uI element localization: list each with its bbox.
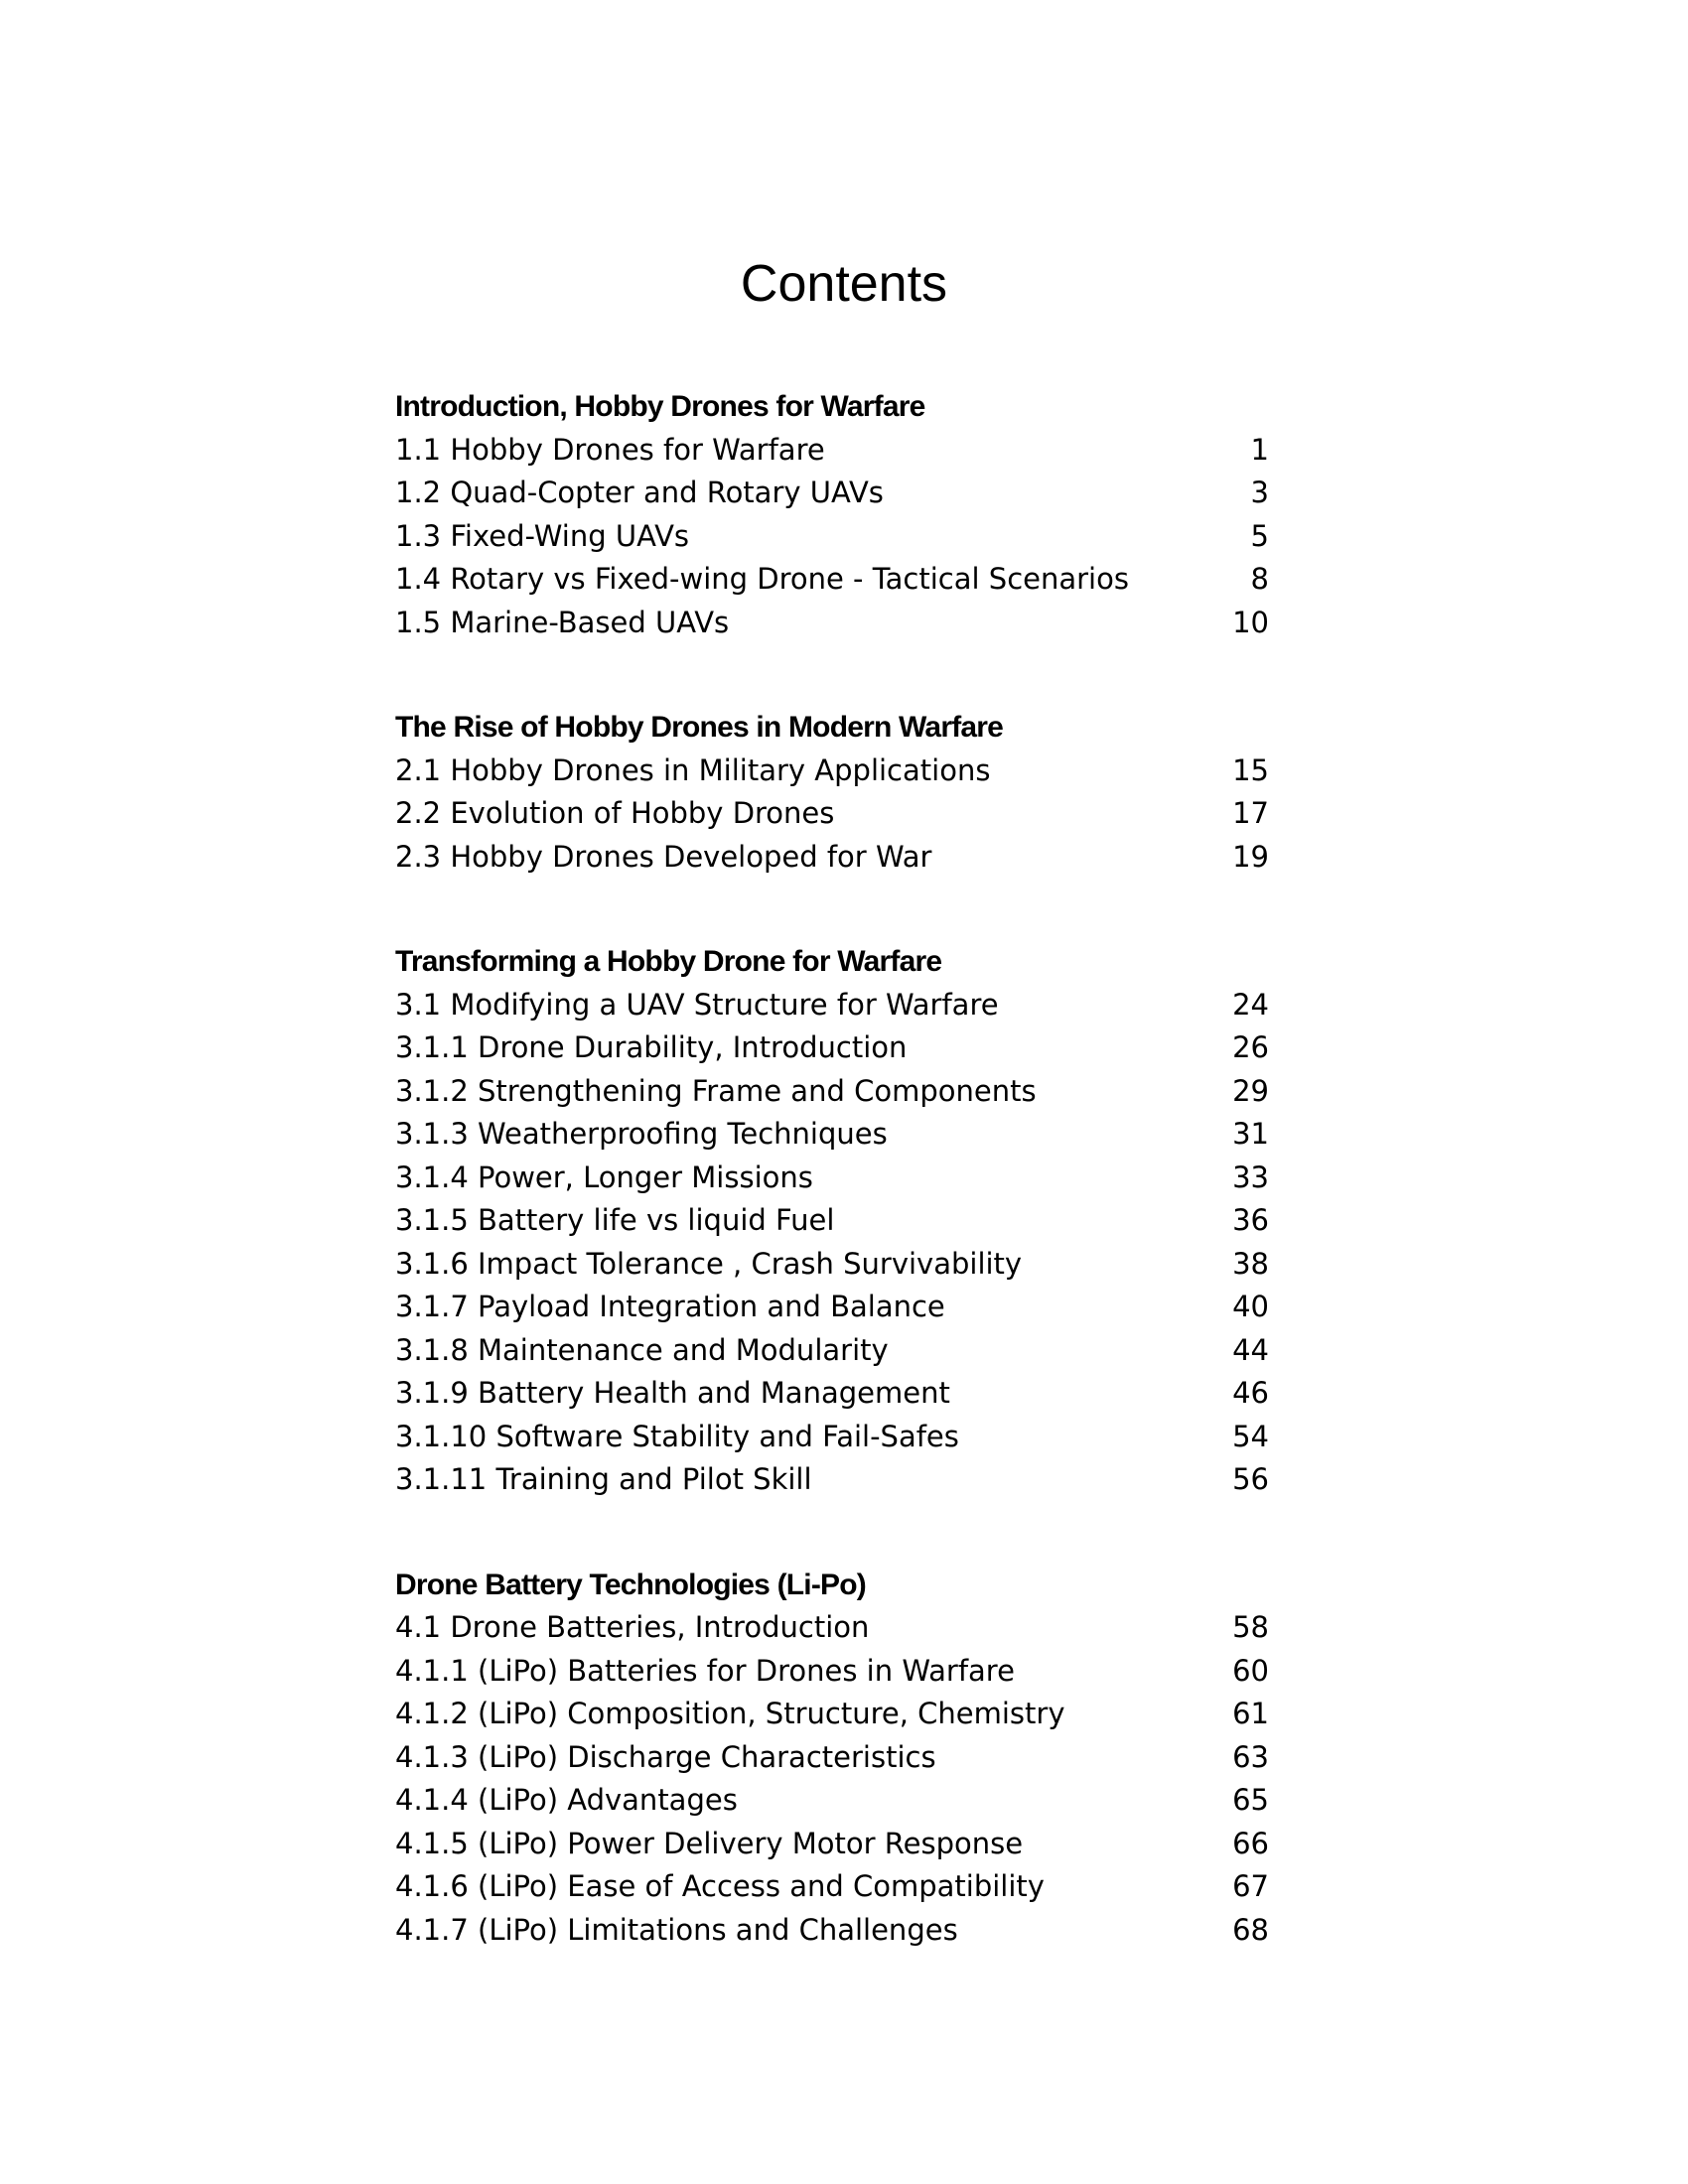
toc-entry-label: 4.1.2 (LiPo) Composition, Structure, Chemistry bbox=[395, 1697, 1065, 1730]
toc-entry bbox=[395, 1372, 1269, 1416]
toc-entry-page-number: 15 bbox=[1232, 752, 1269, 787]
toc-entry bbox=[395, 1026, 1269, 1070]
toc-entry-page-number: 67 bbox=[1232, 1869, 1269, 1903]
toc-section bbox=[395, 385, 1269, 644]
section-heading: Introduction, Hobby Drones for Warfare bbox=[395, 390, 925, 423]
toc-entry-page-number: 68 bbox=[1232, 1912, 1269, 1947]
toc-entry-label: 3.1 Modifying a UAV Structure for Warfare bbox=[395, 987, 999, 1022]
toc-entry-label: 3.1.1 Drone Durability, Introduction bbox=[395, 1030, 908, 1064]
toc-entry-label: 4.1.6 (LiPo) Ease of Access and Compatibility bbox=[395, 1869, 1045, 1903]
section-heading: Transforming a Hobby Drone for Warfare bbox=[395, 945, 942, 978]
toc-entry bbox=[395, 1458, 1269, 1502]
toc-entry bbox=[395, 472, 1269, 515]
toc-entry bbox=[395, 1243, 1269, 1287]
toc-entry-label: 3.1.11 Training and Pilot Skill bbox=[395, 1462, 812, 1496]
toc-entry-label: 3.1.9 Battery Health and Management bbox=[395, 1376, 950, 1410]
toc-entry bbox=[395, 1779, 1269, 1823]
toc-entry-label: 3.1.8 Maintenance and Modularity bbox=[395, 1332, 889, 1367]
toc-entry-page-number: 33 bbox=[1232, 1160, 1269, 1194]
toc-entry-label: 3.1.7 Payload Integration and Balance bbox=[395, 1290, 945, 1323]
toc-entry-label: 4.1.4 (LiPo) Advantages bbox=[395, 1783, 738, 1817]
toc-entry-page-number: 10 bbox=[1232, 605, 1269, 639]
toc-entry-label: 3.1.3 Weatherproofing Techniques bbox=[395, 1117, 888, 1151]
toc-entry-page-number: 58 bbox=[1232, 1610, 1269, 1644]
toc-entry-label: 4.1.3 (LiPo) Discharge Characteristics bbox=[395, 1739, 936, 1774]
section-heading: Drone Battery Technologies (Li-Po) bbox=[395, 1568, 866, 1601]
toc-entry-label: 2.3 Hobby Drones Developed for War bbox=[395, 839, 932, 874]
toc-section bbox=[395, 1564, 1269, 1953]
toc-entry-page-number: 19 bbox=[1232, 839, 1269, 874]
toc-entry-page-number: 1 bbox=[1250, 432, 1269, 467]
toc-entry-label: 1.5 Marine-Based UAVs bbox=[395, 605, 730, 639]
toc-entry-page-number: 60 bbox=[1232, 1653, 1269, 1688]
toc-entry-page-number: 46 bbox=[1232, 1376, 1269, 1410]
toc-entry-label: 3.1.4 Power, Longer Missions bbox=[395, 1160, 813, 1194]
toc-entry bbox=[395, 1693, 1269, 1736]
toc-entry-label: 3.1.5 Battery life vs liquid Fuel bbox=[395, 1203, 835, 1237]
toc-entry bbox=[395, 1070, 1269, 1114]
toc-entry-page-number: 5 bbox=[1250, 518, 1269, 553]
toc-entry-page-number: 38 bbox=[1232, 1246, 1269, 1281]
toc-entry bbox=[395, 1286, 1269, 1329]
toc-entry bbox=[395, 1736, 1269, 1780]
toc-entry bbox=[395, 836, 1269, 880]
toc-entry-label: 2.2 Evolution of Hobby Drones bbox=[395, 796, 835, 830]
toc-entry-page-number: 26 bbox=[1232, 1030, 1269, 1064]
toc-entry-page-number: 3 bbox=[1250, 476, 1269, 509]
toc-entry-page-number: 40 bbox=[1232, 1290, 1269, 1323]
toc-entry-label: 4.1.7 (LiPo) Limitations and Challenges bbox=[395, 1912, 958, 1947]
toc-entry bbox=[395, 984, 1269, 1027]
toc-entry bbox=[395, 429, 1269, 473]
toc-entry-label: 1.2 Quad-Copter and Rotary UAVs bbox=[395, 476, 884, 509]
toc-entry-page-number: 63 bbox=[1232, 1739, 1269, 1774]
toc-section bbox=[395, 940, 1269, 1502]
toc-entry-page-number: 66 bbox=[1232, 1826, 1269, 1860]
toc-entry bbox=[395, 1113, 1269, 1157]
toc-entry-page-number: 65 bbox=[1232, 1783, 1269, 1817]
toc-entry bbox=[395, 792, 1269, 836]
toc-entry bbox=[395, 515, 1269, 559]
toc-entry bbox=[395, 1329, 1269, 1373]
toc-entry-label: 4.1.1 (LiPo) Batteries for Drones in Warfare bbox=[395, 1653, 1015, 1688]
toc-entry-page-number: 61 bbox=[1232, 1697, 1269, 1730]
toc-entry-label: 3.1.10 Software Stability and Fail-Safes bbox=[395, 1419, 959, 1453]
toc-entry-label: 3.1.6 Impact Tolerance , Crash Survivability bbox=[395, 1246, 1023, 1281]
toc-entry bbox=[395, 1865, 1269, 1909]
toc-entry bbox=[395, 1823, 1269, 1866]
toc-section bbox=[395, 706, 1269, 879]
toc-entry-page-number: 44 bbox=[1232, 1332, 1269, 1367]
toc-entry-page-number: 31 bbox=[1232, 1117, 1269, 1151]
toc-entry-label: 1.4 Rotary vs Fixed-wing Drone - Tactical Scenarios bbox=[395, 562, 1129, 596]
section-heading: The Rise of Hobby Drones in Modern Warfare bbox=[395, 711, 1004, 744]
toc-entry-label: 4.1.5 (LiPo) Power Delivery Motor Response bbox=[395, 1826, 1024, 1860]
toc-entry bbox=[395, 1909, 1269, 1953]
toc-entry-page-number: 17 bbox=[1232, 796, 1269, 830]
toc-entry-page-number: 8 bbox=[1250, 562, 1269, 596]
toc-entry bbox=[395, 1416, 1269, 1459]
toc-entry-label: 3.1.2 Strengthening Frame and Components bbox=[395, 1073, 1037, 1108]
toc-entry bbox=[395, 1650, 1269, 1694]
toc-entry bbox=[395, 1199, 1269, 1243]
toc-entry bbox=[395, 1606, 1269, 1650]
toc-entry bbox=[395, 558, 1269, 602]
toc-entry-page-number: 56 bbox=[1232, 1462, 1269, 1496]
page-title: Contents bbox=[740, 255, 948, 313]
toc-entry-page-number: 29 bbox=[1232, 1073, 1269, 1108]
toc-entry-label: 2.1 Hobby Drones in Military Applications bbox=[395, 752, 991, 787]
toc-entry-label: 4.1 Drone Batteries, Introduction bbox=[395, 1610, 870, 1644]
toc-entry-label: 1.3 Fixed-Wing UAVs bbox=[395, 518, 690, 553]
table-of-contents bbox=[395, 385, 1269, 2013]
toc-entry-label: 1.1 Hobby Drones for Warfare bbox=[395, 432, 825, 467]
toc-entry bbox=[395, 750, 1269, 793]
toc-entry bbox=[395, 1157, 1269, 1200]
toc-entry bbox=[395, 602, 1269, 645]
toc-entry-page-number: 54 bbox=[1232, 1419, 1269, 1453]
toc-entry-page-number: 36 bbox=[1232, 1203, 1269, 1237]
toc-entry-page-number: 24 bbox=[1232, 987, 1269, 1022]
